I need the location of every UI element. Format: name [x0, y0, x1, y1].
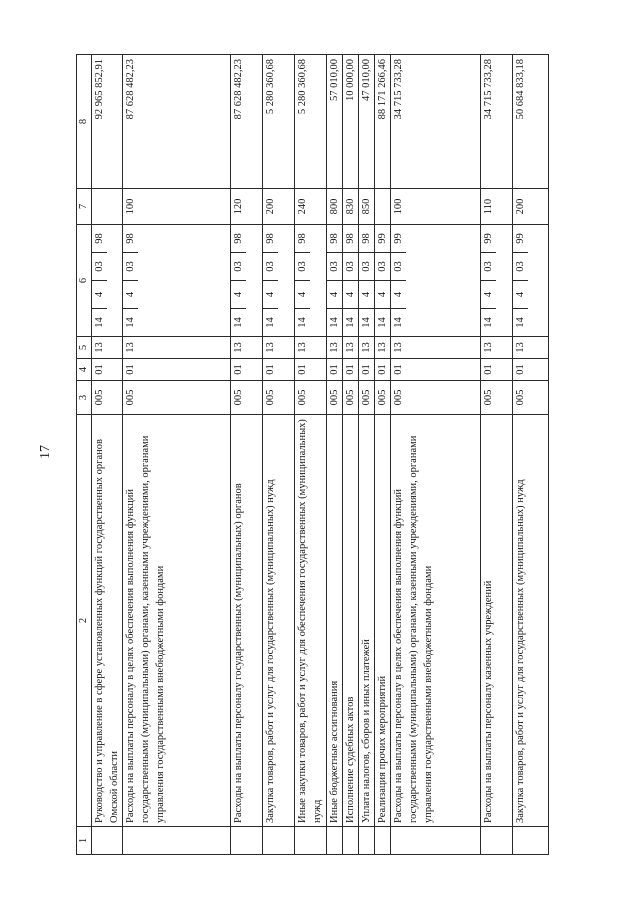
target-article-part: 99 [481, 225, 496, 253]
row-expense-type-cell [92, 189, 123, 225]
row-expense-type-cell: 200 [513, 189, 549, 225]
target-article-part: 03 [231, 253, 246, 281]
row-amount-cell: 5 280 360,68 [263, 55, 295, 189]
row-section-cell: 01 [375, 359, 391, 381]
row-target-article-cell [513, 225, 549, 337]
row-section-cell: 01 [263, 359, 295, 381]
row-subsection-cell: 13 [481, 337, 513, 359]
row-amount-cell: 34 715 733,28 [391, 55, 481, 189]
target-article-parts [391, 225, 406, 336]
row-amount-cell: 87 628 482,23 [231, 55, 263, 189]
table-body [77, 55, 549, 855]
row-section-cell: 01 [359, 359, 375, 381]
table-row [481, 55, 513, 855]
row-name-cell: Расходы на выплаты персоналу казенных учреждений [481, 415, 513, 827]
row-ministry-code-cell: 005 [343, 381, 359, 415]
row-ministry-code-cell: 005 [375, 381, 391, 415]
header-cell: 8 [77, 55, 92, 189]
row-subsection-cell: 13 [375, 337, 391, 359]
target-article-part: 4 [295, 281, 310, 309]
budget-table [76, 54, 549, 855]
row-amount-cell: 34 715 733,28 [481, 55, 513, 189]
row-number-cell [263, 827, 295, 855]
target-article-part: 14 [265, 317, 276, 328]
target-article-part: 98 [295, 225, 310, 253]
row-number-cell [327, 827, 343, 855]
row-subsection-cell: 13 [343, 337, 359, 359]
row-subsection-cell: 13 [123, 337, 231, 359]
row-name-cell: Расходы на выплаты персоналу в целях обеспечения выполнения функций государственными (муниципальными) органами, казенными учреждениями, органами управления государственными внебюджетными фондами [123, 415, 231, 827]
row-ministry-code-cell: 005 [92, 381, 123, 415]
row-name-cell: Закупка товаров, работ и услуг для государственных (муниципальных) нужд [263, 415, 295, 827]
target-article-part: 4 [123, 281, 138, 309]
target-article-part: 14 [233, 317, 244, 328]
target-article-part: 03 [359, 253, 374, 281]
row-target-article-cell [481, 225, 513, 337]
target-article-part: 14 [345, 317, 356, 328]
row-target-article-cell [391, 225, 481, 337]
target-article-part: 14 [94, 317, 105, 328]
row-name-cell: Иные бюджетные ассигнования [327, 415, 343, 827]
table-row [92, 55, 123, 855]
row-subsection-cell: 13 [359, 337, 375, 359]
row-target-article-cell [92, 225, 123, 337]
row-ministry-code-cell: 005 [513, 381, 549, 415]
row-ministry-code-cell: 005 [327, 381, 343, 415]
row-section-cell: 01 [327, 359, 343, 381]
row-ministry-code-cell: 005 [231, 381, 263, 415]
header-cell: 3 [77, 381, 92, 415]
row-name-cell: Закупка товаров, работ и услуг для государственных (муниципальных) нужд [513, 415, 549, 827]
target-article-part: 03 [481, 253, 496, 281]
target-article-part: 14 [361, 317, 372, 328]
header-cell: 1 [77, 827, 92, 855]
row-section-cell: 01 [513, 359, 549, 381]
row-amount-cell: 10 000,00 [343, 55, 359, 189]
target-article-part: 4 [359, 281, 374, 309]
target-article-part: 14 [377, 317, 388, 328]
row-subsection-cell: 13 [391, 337, 481, 359]
header-cell: 7 [77, 189, 92, 225]
row-number-cell [295, 827, 327, 855]
row-number-cell [513, 827, 549, 855]
row-number-cell [231, 827, 263, 855]
target-article-part: 98 [92, 225, 107, 253]
row-name-cell: Исполнение судебных актов [343, 415, 359, 827]
target-article-part: 03 [375, 253, 390, 281]
target-article-part: 4 [513, 281, 528, 309]
row-section-cell: 01 [481, 359, 513, 381]
row-amount-cell: 57 010,00 [327, 55, 343, 189]
row-target-article-cell [375, 225, 391, 337]
table-row [391, 55, 481, 855]
target-article-parts [513, 225, 528, 336]
row-name-cell: Расходы на выплаты персоналу государственных (муниципальных) органов [231, 415, 263, 827]
row-number-cell [123, 827, 231, 855]
row-subsection-cell: 13 [92, 337, 123, 359]
row-target-article-cell [263, 225, 295, 337]
row-expense-type-cell: 240 [295, 189, 327, 225]
row-section-cell: 01 [231, 359, 263, 381]
table-row [263, 55, 295, 855]
table-row [123, 55, 231, 855]
table-row [359, 55, 375, 855]
row-name-cell: Расходы на выплаты персоналу в целях обеспечения выполнения функций государственными (муниципальными) органами, казенными учреждениями, органами управления государственными внебюджетными фондами [391, 415, 481, 827]
target-article-part: 98 [359, 225, 374, 253]
table-row [343, 55, 359, 855]
page-number: 17 [38, 445, 53, 459]
header-cell: 6 [77, 225, 92, 337]
target-article-part: 14 [297, 317, 308, 328]
row-section-cell: 01 [92, 359, 123, 381]
row-ministry-code-cell: 005 [391, 381, 481, 415]
table-row [231, 55, 263, 855]
target-article-part: 14 [393, 317, 404, 328]
row-name-cell: Иные закупки товаров, работ и услуг для обеспечения государственных (муниципальных) нужд [295, 415, 327, 827]
target-article-parts [295, 225, 310, 336]
row-subsection-cell: 13 [513, 337, 549, 359]
row-amount-cell: 50 684 833,18 [513, 55, 549, 189]
row-expense-type-cell [375, 189, 391, 225]
target-article-part: 98 [123, 225, 138, 253]
target-article-part: 03 [391, 253, 406, 281]
target-article-part: 4 [375, 281, 390, 309]
target-article-part: 4 [343, 281, 358, 309]
target-article-parts [481, 225, 496, 336]
row-amount-cell: 88 171 266,46 [375, 55, 391, 189]
row-expense-type-cell: 830 [343, 189, 359, 225]
row-subsection-cell: 13 [263, 337, 295, 359]
row-number-cell [375, 827, 391, 855]
target-article-parts [359, 225, 374, 336]
row-target-article-cell [295, 225, 327, 337]
row-expense-type-cell: 100 [391, 189, 481, 225]
row-section-cell: 01 [343, 359, 359, 381]
target-article-part: 03 [123, 253, 138, 281]
target-article-part: 99 [375, 225, 390, 253]
row-expense-type-cell: 110 [481, 189, 513, 225]
row-number-cell [343, 827, 359, 855]
target-article-part: 99 [513, 225, 528, 253]
row-target-article-cell [359, 225, 375, 337]
target-article-part: 14 [329, 317, 340, 328]
row-section-cell: 01 [123, 359, 231, 381]
target-article-part: 98 [263, 225, 278, 253]
target-article-part: 4 [391, 281, 406, 309]
row-amount-cell: 87 628 482,23 [123, 55, 231, 189]
target-article-part: 14 [125, 317, 136, 328]
row-number-cell [391, 827, 481, 855]
budget-table-rotated [76, 55, 566, 855]
target-article-parts [343, 225, 358, 336]
target-article-part: 4 [231, 281, 246, 309]
target-article-part: 4 [481, 281, 496, 309]
row-expense-type-cell: 100 [123, 189, 231, 225]
row-expense-type-cell: 200 [263, 189, 295, 225]
target-article-part: 03 [92, 253, 107, 281]
target-article-part: 4 [263, 281, 278, 309]
table-row [513, 55, 549, 855]
row-target-article-cell [327, 225, 343, 337]
row-number-cell [359, 827, 375, 855]
target-article-parts [327, 225, 342, 336]
table-row [375, 55, 391, 855]
target-article-part: 03 [295, 253, 310, 281]
row-ministry-code-cell: 005 [123, 381, 231, 415]
row-name-cell: Руководство и управление в сфере установленных функций государственных органов Омской области [92, 415, 123, 827]
row-name-cell: Уплата налогов, сборов и иных платежей [359, 415, 375, 827]
row-subsection-cell: 13 [295, 337, 327, 359]
table-row [327, 55, 343, 855]
row-subsection-cell: 13 [327, 337, 343, 359]
target-article-part: 4 [92, 281, 107, 309]
target-article-part: 03 [327, 253, 342, 281]
row-section-cell: 01 [391, 359, 481, 381]
target-article-part: 03 [343, 253, 358, 281]
target-article-part: 03 [263, 253, 278, 281]
table-row [295, 55, 327, 855]
row-ministry-code-cell: 005 [481, 381, 513, 415]
row-target-article-cell [231, 225, 263, 337]
target-article-part: 98 [231, 225, 246, 253]
row-number-cell [92, 827, 123, 855]
target-article-parts [263, 225, 278, 336]
row-subsection-cell: 13 [231, 337, 263, 359]
target-article-parts [92, 225, 107, 336]
header-cell: 4 [77, 359, 92, 381]
header-row [77, 55, 92, 855]
row-number-cell [481, 827, 513, 855]
target-article-part: 03 [513, 253, 528, 281]
row-expense-type-cell: 850 [359, 189, 375, 225]
header-cell: 2 [77, 415, 92, 827]
target-article-part: 98 [327, 225, 342, 253]
row-ministry-code-cell: 005 [295, 381, 327, 415]
row-ministry-code-cell: 005 [263, 381, 295, 415]
row-ministry-code-cell: 005 [359, 381, 375, 415]
row-expense-type-cell: 800 [327, 189, 343, 225]
target-article-part: 14 [483, 317, 494, 328]
row-amount-cell: 47 010,00 [359, 55, 375, 189]
row-section-cell: 01 [295, 359, 327, 381]
target-article-parts [123, 225, 138, 336]
row-name-cell: Реализация прочих мероприятий [375, 415, 391, 827]
target-article-parts [231, 225, 246, 336]
row-amount-cell: 92 965 852,91 [92, 55, 123, 189]
target-article-part: 4 [327, 281, 342, 309]
target-article-part: 99 [391, 225, 406, 253]
row-amount-cell: 5 280 360,68 [295, 55, 327, 189]
row-target-article-cell [123, 225, 231, 337]
target-article-part: 14 [515, 317, 526, 328]
header-cell: 5 [77, 337, 92, 359]
row-target-article-cell [343, 225, 359, 337]
target-article-parts [375, 225, 390, 336]
row-expense-type-cell: 120 [231, 189, 263, 225]
target-article-part: 98 [343, 225, 358, 253]
